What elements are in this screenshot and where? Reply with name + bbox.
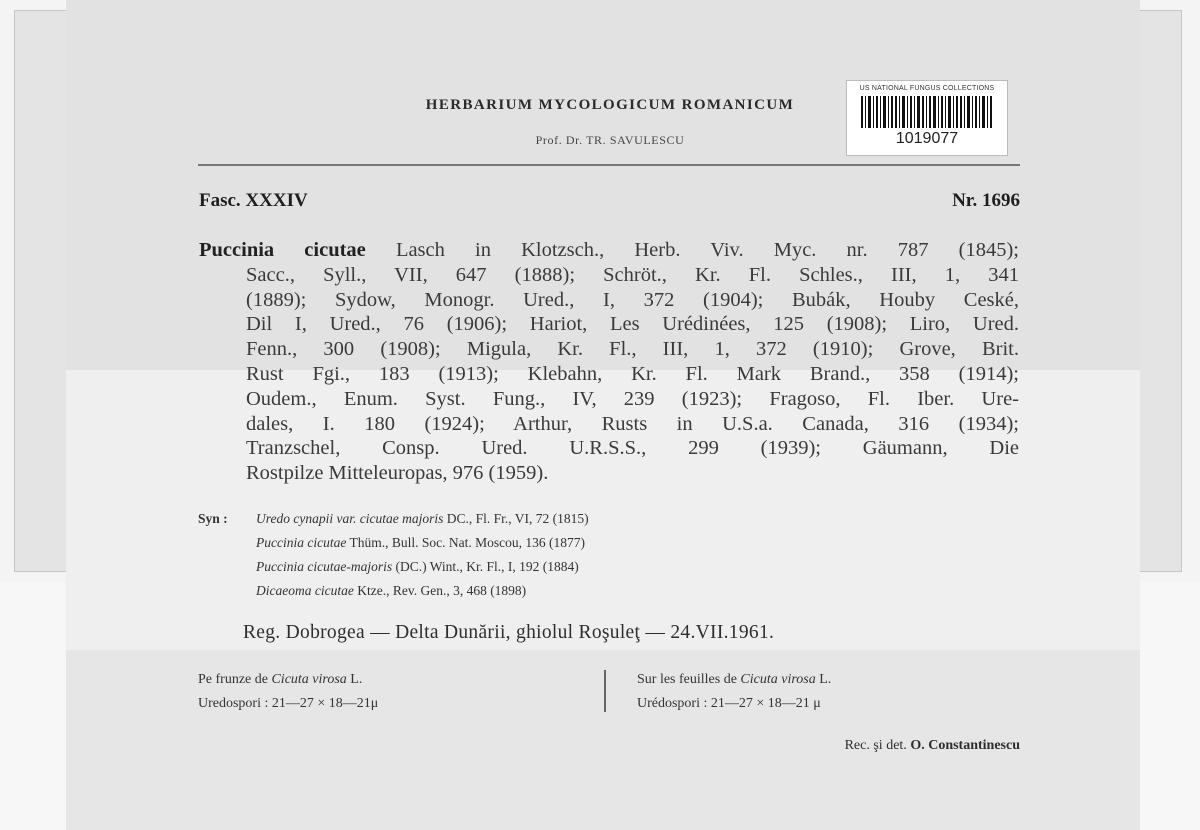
citation-line: Rostpilze Mitteleuropas, 976 (1959). [246,462,549,485]
barcode-sticker [846,80,1008,156]
column-divider [604,670,606,712]
host-french [637,668,831,716]
citation-block [199,238,1019,486]
collector-line: Rec. şi det. O. Constantinescu [844,738,1020,753]
citation-line: (1889); Sydow, Monogr. Ured., I, 372 (1904); Bubák, Houby Ceské, [246,288,1019,311]
synonym-item: Dicaeoma cicutae Ktze., Rev. Gen., 3, 468 (1898) [256,583,527,598]
citation-line: Dil I, Ured., 76 (1906); Hariot, Les Urédinées, 125 (1908); Liro, Ured. [246,313,1019,336]
synonym-item: Puccinia cicutae-majoris (DC.) Wint., Kr. Fl., I, 192 (1884) [256,559,579,574]
barcode-caption: US NATIONAL FUNGUS COLLECTIONS [859,85,995,92]
citation-line: Rust Fgi., 183 (1913); Klebahn, Kr. Fl. Mark Brand., 358 (1914); [246,362,1019,385]
locality-line: Reg. Dobrogea — Delta Dunării, ghiolul Roşuleţ — 24.VII.1961. [243,622,775,643]
spores-line: Uredospori : 21—27 × 18—21μ [198,696,379,711]
synonyms-label: Syn : [198,511,228,526]
fascicle-label: Fasc. XXXIV [199,190,308,211]
host-line: Sur les feuilles de Cicuta virosa L. [637,672,832,687]
citation-line: Oudem., Enum. Syst. Fung., IV, 239 (1923); Fragoso, Fl. Iber. Ure- [246,387,1019,410]
citation-line: Sacc., Syll., VII, 647 (1888); Schröt., Kr. Fl. Schles., III, 1, 341 [246,263,1019,286]
host-line: Pe frunze de Cicuta virosa L. [198,672,363,687]
barcode-number: 1019077 [895,130,959,147]
synonyms-list [256,507,589,603]
specimen-number: Nr. 1696 [952,190,1020,211]
citation-line: Fenn., 300 (1908); Migula, Kr. Fl., III, 1, 372 (1910); Grove, Brit. [246,338,1019,361]
header-rule [198,164,1020,166]
citation-line: Tranzschel, Consp. Ured. U.R.S.S., 299 (1939); Gäumann, Die [246,437,1019,460]
citation-line: Puccinia cicutae Lasch in Klotzsch., Herb. Viv. Myc. nr. 787 (1845); [199,239,1020,261]
citation-line: dales, I. 180 (1924); Arthur, Rusts in U.S.a. Canada, 316 (1934); [246,412,1019,435]
herbarium-subtitle: Prof. Dr. TR. SAVULESCU [535,133,685,147]
barcode-icon [861,96,993,128]
synonym-item: Puccinia cicutae Thüm., Bull. Soc. Nat. Moscou, 136 (1877) [256,535,585,550]
collector-name: O. Constantinescu [910,738,1020,753]
species-name: Puccinia cicutae [199,239,366,261]
spores-line: Urédospori : 21—27 × 18—21 μ [637,696,821,711]
herbarium-title: HERBARIUM MYCOLOGICUM ROMANICUM [425,97,795,113]
host-romanian [198,668,378,716]
synonym-item: Uredo cynapii var. cicutae majoris DC., Fl. Fr., VI, 72 (1815) [256,511,589,526]
